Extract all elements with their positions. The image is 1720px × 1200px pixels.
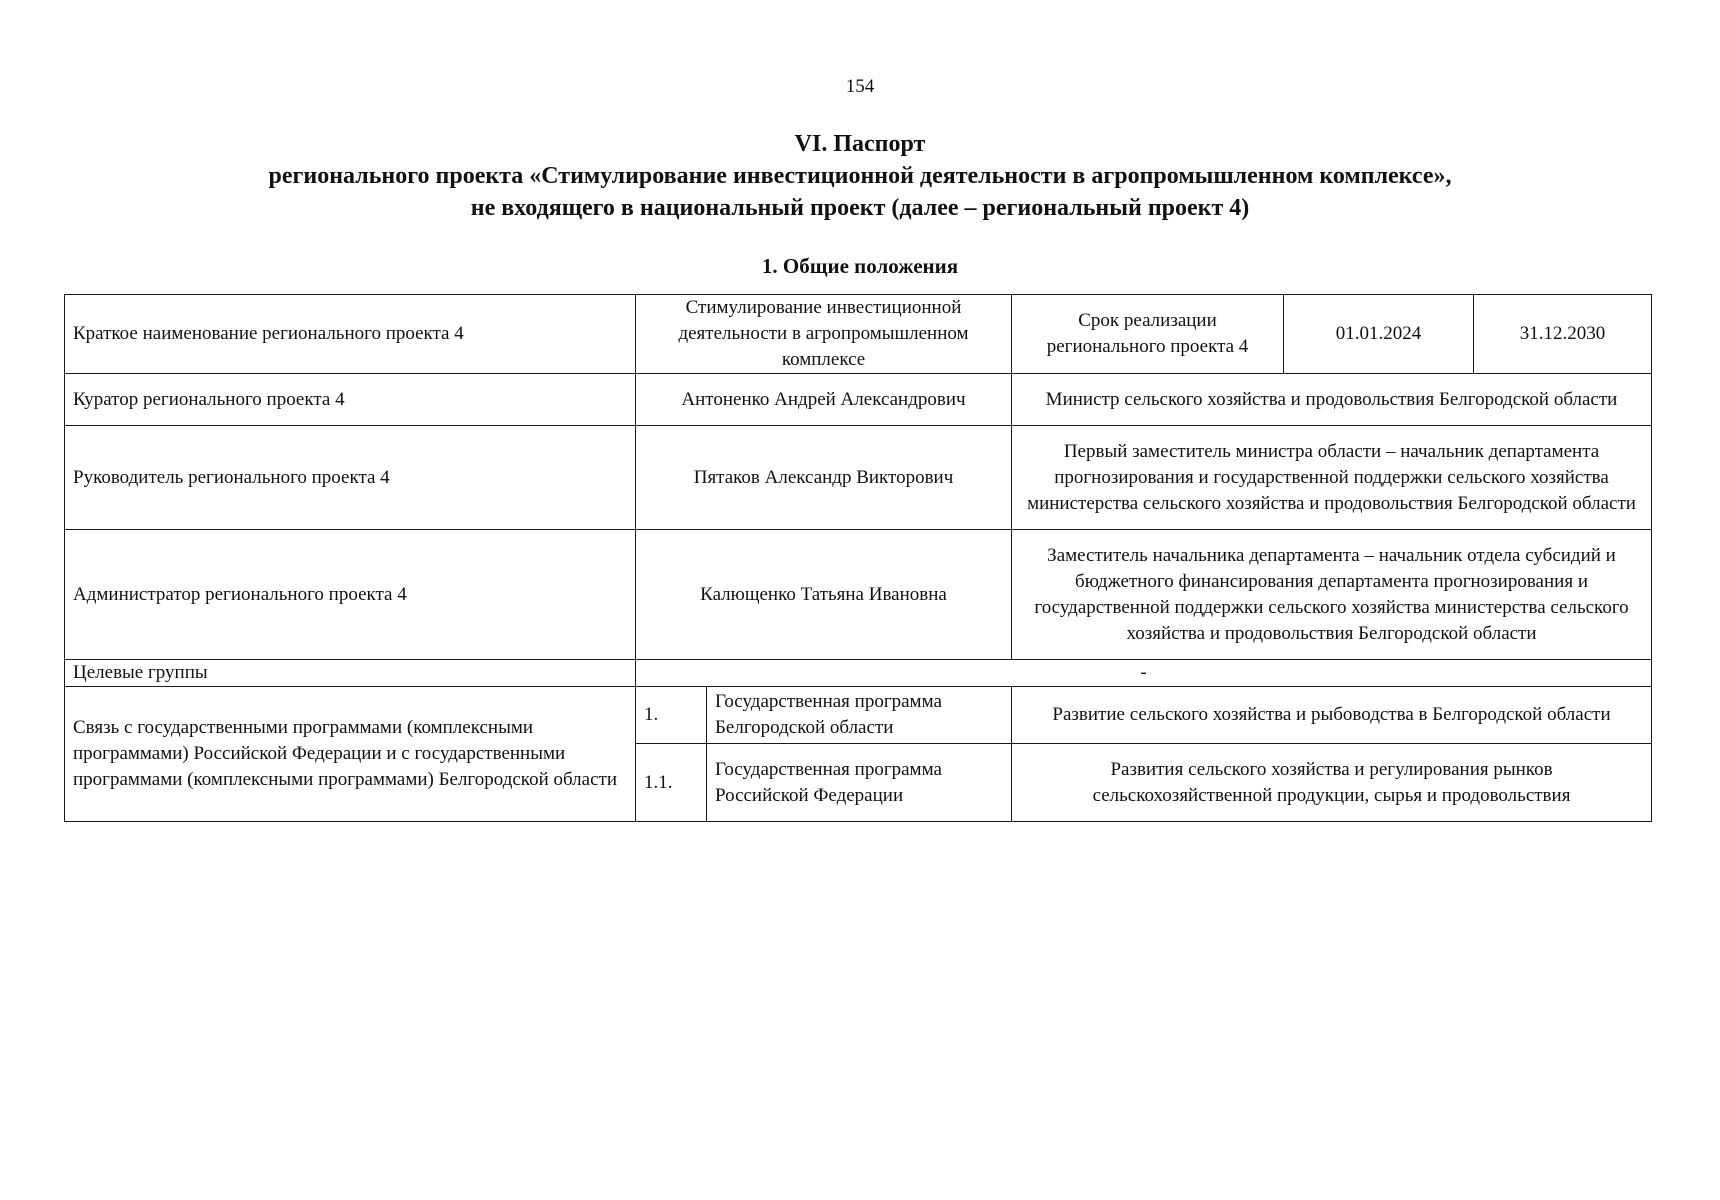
table-row-administrator	[65, 530, 1652, 660]
program-name: Развития сельского хозяйства и регулирования рынков сельскохозяйственной продукции, сырья и продовольствия	[1012, 744, 1652, 822]
program-type: Государственная программа Российской Федерации	[707, 744, 1012, 822]
section-title: 1. Общие положения	[761, 254, 959, 278]
curator-name: Антоненко Андрей Александрович	[636, 374, 1012, 426]
administrator-position: Заместитель начальника департамента – начальник отдела субсидий и бюджетного финансирования департамента прогнозирования и государственной поддержки сельского хозяйства министерства сельского хозяйства и продовольствия Белгородской области	[1012, 530, 1652, 660]
short-name-label: Краткое наименование регионального проекта 4	[65, 295, 636, 374]
target-groups-label: Целевые группы	[65, 660, 636, 687]
table-row-programs-1	[65, 687, 1652, 744]
program-type: Государственная программа Белгородской области	[707, 687, 1012, 744]
table-row-head	[65, 426, 1652, 530]
short-name-value: Стимулирование инвестиционной деятельности в агропромышленном комплексе	[636, 295, 1012, 374]
table-row-short-name	[65, 295, 1652, 374]
head-position: Первый заместитель министра области – начальник департамента прогнозирования и государственной поддержки сельского хозяйства министерства сельского хозяйства и продовольствия Белгородской области	[1012, 426, 1652, 530]
heading-line-1: VI. Паспорт	[794, 131, 926, 157]
programs-label: Связь с государственными программами (комплексными программами) Российской Федерации и с государственными программами (комплексными программами) Белгородской области	[65, 687, 636, 822]
end-date: 31.12.2030	[1474, 295, 1652, 374]
start-date: 01.01.2024	[1284, 295, 1474, 374]
program-number: 1.	[636, 687, 707, 744]
table-row-curator	[65, 374, 1652, 426]
table-row-target-groups	[65, 660, 1652, 687]
heading-line-2: регионального проекта «Стимулирование инвестиционной деятельности в агропромышленном комплексе»,	[268, 163, 1452, 189]
administrator-label: Администратор регионального проекта 4	[65, 530, 636, 660]
head-label: Руководитель регионального проекта 4	[65, 426, 636, 530]
heading-line-3: не входящего в национальный проект (далее – региональный проект 4)	[470, 195, 1250, 221]
program-name: Развитие сельского хозяйства и рыбоводства в Белгородской области	[1012, 687, 1652, 744]
curator-label: Куратор регионального проекта 4	[65, 374, 636, 426]
passport-table	[64, 294, 1652, 822]
head-name: Пятаков Александр Викторович	[636, 426, 1012, 530]
document-heading	[60, 128, 1660, 224]
administrator-name: Калющенко Татьяна Ивановна	[636, 530, 1012, 660]
term-label: Срок реализации регионального проекта 4	[1012, 295, 1284, 374]
page-number: 154	[845, 76, 875, 97]
program-number: 1.1.	[636, 744, 707, 822]
curator-position: Министр сельского хозяйства и продовольствия Белгородской области	[1012, 374, 1652, 426]
target-groups-value: -	[636, 660, 1652, 687]
